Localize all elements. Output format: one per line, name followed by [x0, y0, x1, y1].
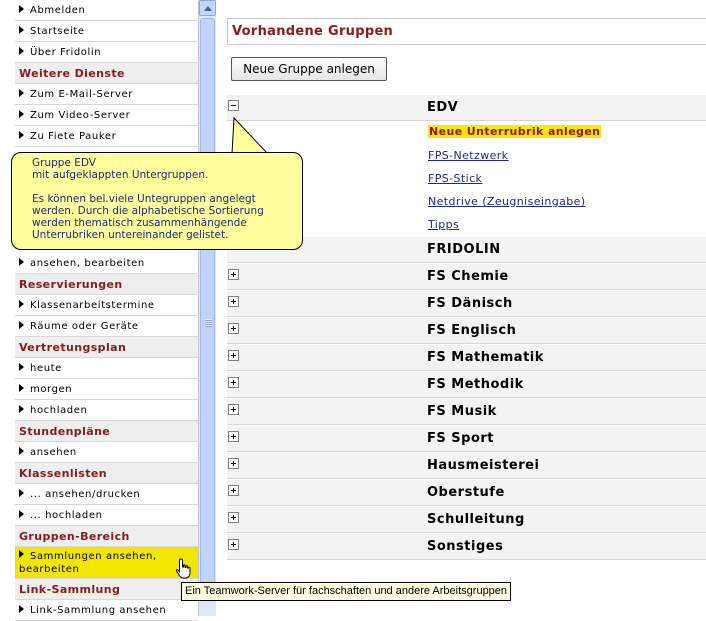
scroll-grip-icon [205, 319, 212, 327]
expand-plus-icon[interactable] [228, 485, 239, 496]
group-row[interactable] [227, 507, 706, 533]
triangle-right-icon [19, 605, 24, 613]
sidebar-link[interactable] [15, 442, 198, 463]
new-group-button[interactable]: Neue Gruppe anlegen [231, 57, 387, 81]
triangle-right-icon [19, 489, 24, 497]
sidebar-link[interactable] [15, 547, 198, 579]
expand-plus-icon[interactable] [228, 404, 239, 415]
group-name[interactable]: FS Musik [427, 404, 497, 419]
triangle-right-icon [19, 550, 24, 558]
expand-plus-icon[interactable] [228, 323, 239, 334]
hand-cursor-icon [175, 558, 193, 580]
subgroup-link[interactable]: FPS-Stick [428, 172, 483, 185]
sidebar-link[interactable] [15, 295, 198, 316]
page-title: Vorhandene Gruppen [232, 24, 394, 39]
sidebar-link-label: morgen [30, 384, 73, 395]
sidebar-section-label: Gruppen-Bereich [19, 530, 130, 543]
sidebar-link-label: Link-Sammlung ansehen [30, 605, 167, 616]
sidebar-link[interactable] [15, 316, 198, 337]
sidebar-link-label: bearbeiten [19, 564, 80, 575]
group-name[interactable]: FS Chemie [427, 269, 509, 284]
sidebar-link-label: Räume oder Geräte [30, 321, 139, 332]
callout-line: Es können bel.viele Untegruppen angelegt [32, 193, 256, 205]
expand-plus-icon[interactable] [228, 350, 239, 361]
sidebar-section-heading [15, 579, 198, 600]
triangle-right-icon [19, 363, 24, 371]
group-row[interactable] [227, 480, 706, 506]
sidebar-link-label: Klassenarbeitstermine [30, 300, 155, 311]
sidebar-link-label: Über Fridolin [30, 47, 102, 58]
sidebar-section-heading [15, 463, 198, 484]
sidebar-section-label: Vertretungsplan [19, 341, 127, 354]
triangle-right-icon [19, 405, 24, 413]
sidebar-link-label: Startseite [30, 26, 85, 37]
sidebar-link[interactable] [15, 600, 198, 621]
sidebar-link-label: Zum E-Mail-Server [30, 89, 133, 100]
group-name[interactable]: FS Methodik [427, 377, 524, 392]
group-row[interactable] [227, 345, 706, 371]
expand-plus-icon[interactable] [228, 539, 239, 550]
sidebar-link-label: Zu Fiete Pauker [30, 131, 117, 142]
sidebar-section-label: Klassenlisten [19, 467, 107, 480]
sidebar-section-heading [15, 526, 198, 547]
expand-plus-icon[interactable] [228, 458, 239, 469]
group-row[interactable] [227, 426, 706, 452]
sidebar-section-label: Weitere Dienste [19, 67, 125, 80]
sidebar-section-heading [15, 421, 198, 442]
triangle-right-icon [19, 300, 24, 308]
callout-line: Gruppe EDV [32, 157, 96, 169]
sidebar-link-label: Sammlungen ansehen, [30, 551, 157, 562]
group-name[interactable]: Oberstufe [427, 485, 505, 500]
sidebar-link[interactable] [15, 505, 198, 526]
group-name[interactable]: FS Sport [427, 431, 494, 446]
group-name[interactable]: EDV [427, 100, 459, 115]
callout-line: mit aufgeklappten Untergruppen. [32, 169, 209, 181]
group-name[interactable]: FS Englisch [427, 323, 517, 338]
subgroup-link[interactable]: Netdrive (Zeugniseingabe) [428, 195, 586, 208]
subgroup-link[interactable]: Neue Unterrubrik anlegen [429, 125, 601, 138]
callout-line: Unterrubriken untereinander gelistet. [32, 229, 229, 241]
subgroup-link[interactable]: FPS-Netzwerk [428, 149, 509, 162]
sidebar-link-label: heute [30, 363, 62, 374]
group-name[interactable]: Hausmeisterei [427, 458, 540, 473]
group-name[interactable]: Schulleitung [427, 512, 525, 527]
sidebar-link-label: hochladen [30, 405, 88, 416]
sidebar-link-label: ansehen [30, 447, 77, 458]
group-row[interactable] [227, 264, 706, 290]
sidebar-section-label: Stundenpläne [19, 425, 111, 438]
triangle-right-icon [19, 384, 24, 392]
callout-line: werden thematisch zusammenhängende [32, 217, 247, 229]
triangle-right-icon [19, 447, 24, 455]
group-row[interactable] [227, 399, 706, 425]
group-row[interactable] [227, 534, 706, 560]
sidebar-section-heading [15, 337, 198, 358]
sidebar-link[interactable] [15, 400, 198, 421]
annotation-callout [11, 152, 303, 250]
sidebar-link[interactable] [15, 358, 198, 379]
triangle-right-icon [19, 321, 24, 329]
expand-plus-icon[interactable] [228, 431, 239, 442]
sidebar-section-heading [15, 274, 198, 295]
group-name[interactable]: Sonstiges [427, 539, 504, 554]
expand-plus-icon[interactable] [228, 377, 239, 388]
sidebar-link[interactable] [15, 484, 198, 505]
sidebar-link-label: ... hochladen [30, 510, 103, 521]
callout-line: werden. Durch die alphabetische Sortierung [32, 205, 264, 217]
sidebar-section-label: Reservierungen [19, 278, 123, 291]
sidebar-link-label: ansehen, bearbeiten [30, 258, 145, 269]
subgroup-link[interactable]: Tipps [428, 218, 460, 231]
sidebar-link-label: Abmelden [30, 5, 86, 16]
group-name[interactable]: FRIDOLIN [427, 242, 501, 257]
expand-plus-icon[interactable] [228, 512, 239, 523]
group-row[interactable] [227, 291, 706, 317]
group-name[interactable]: FS Mathematik [427, 350, 544, 365]
group-row[interactable] [227, 453, 706, 479]
triangle-right-icon [19, 510, 24, 518]
group-row[interactable] [227, 372, 706, 398]
expand-plus-icon[interactable] [228, 296, 239, 307]
sidebar-link-label: ... ansehen/drucken [30, 489, 141, 500]
tooltip: Ein Teamwork-Server für fachschaften und andere Arbeitsgruppen [181, 582, 511, 601]
expand-plus-icon[interactable] [228, 269, 239, 280]
sidebar-link-label: Zum Video-Server [30, 110, 131, 121]
group-name[interactable]: FS Dänisch [427, 296, 513, 311]
sidebar-link[interactable] [15, 379, 198, 400]
group-row[interactable] [227, 318, 706, 344]
sidebar-section-label: Link-Sammlung [19, 583, 121, 596]
